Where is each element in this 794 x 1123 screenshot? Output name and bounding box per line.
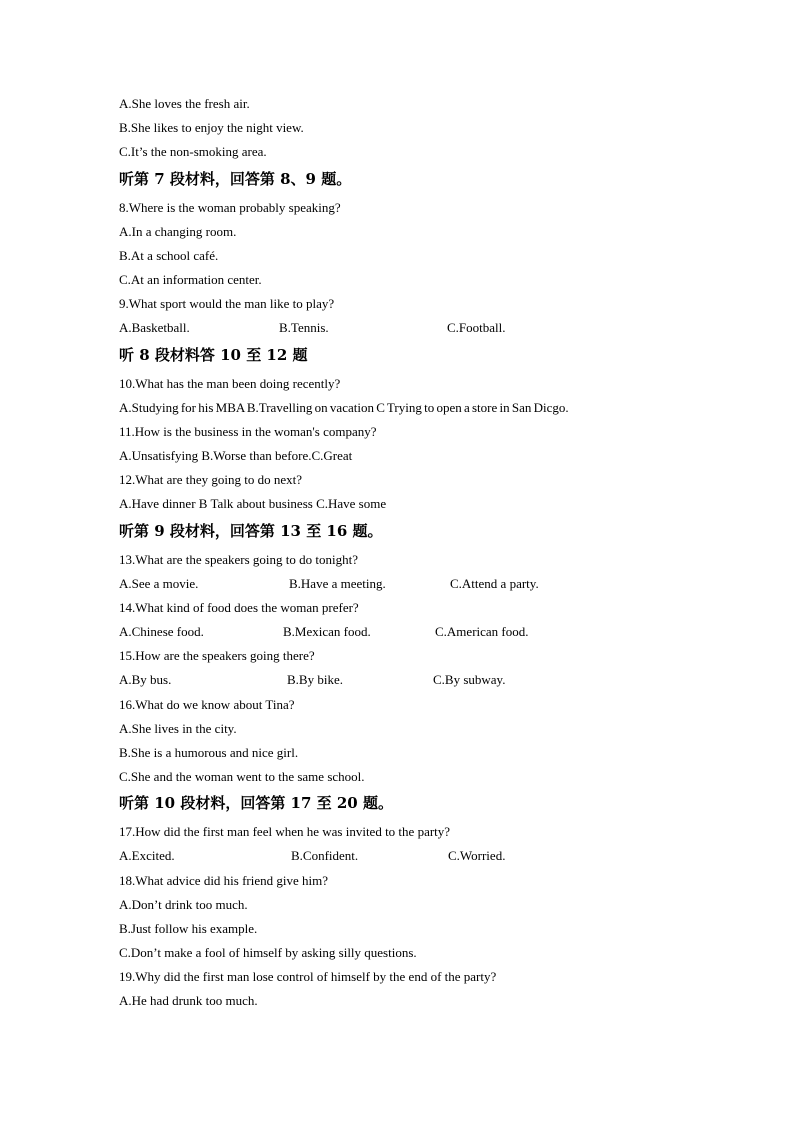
- option-text: B.At a school café.: [119, 248, 219, 263]
- option-c: C.Attend a party.: [450, 576, 539, 591]
- option-text: C.It’s the non-smoking area.: [119, 144, 267, 159]
- options-row: [119, 848, 679, 864]
- option-a: A.By bus.: [119, 672, 172, 687]
- question-text: 12.What are they going to do next?: [119, 472, 303, 487]
- section-heading: 听 8 段材料答 10 至 12 题: [119, 346, 308, 364]
- question-text: 11.How is the business in the woman's company?: [119, 424, 377, 439]
- option-c: C.American food.: [435, 624, 529, 639]
- option-b: B.By bike.: [287, 672, 343, 687]
- option-c: C.Football.: [447, 320, 506, 335]
- section-heading: 听第 7 段材料，回答第 8、9 题。: [119, 170, 352, 188]
- option-b: B.Confident.: [291, 848, 359, 863]
- options-row: A.Have dinner B Talk about business C.Have some: [119, 496, 387, 511]
- options-row: [119, 624, 679, 640]
- question-text: 13.What are the speakers going to do tonight?: [119, 552, 358, 567]
- option-text: A.She lives in the city.: [119, 721, 237, 736]
- option-c: C.Worried.: [448, 848, 506, 863]
- option-text: A.She loves the fresh air.: [119, 96, 250, 111]
- option-text: C.At an information center.: [119, 272, 262, 287]
- question-text: 17.How did the first man feel when he was invited to the party?: [119, 824, 451, 839]
- question-text: 19.Why did the first man lose control of himself by the end of the party?: [119, 969, 497, 984]
- option-text: A.He had drunk too much.: [119, 993, 258, 1008]
- option-text: C.Don’t make a fool of himself by asking silly questions.: [119, 945, 417, 960]
- section-heading: 听第 9 段材料，回答第 13 至 16 题。: [119, 522, 383, 540]
- question-text: 14.What kind of food does the woman prefer?: [119, 600, 359, 615]
- question-text: 8.Where is the woman probably speaking?: [119, 200, 341, 215]
- option-text: A.Don’t drink too much.: [119, 897, 248, 912]
- option-a: A.See a movie.: [119, 576, 199, 591]
- question-text: 10.What has the man been doing recently?: [119, 376, 341, 391]
- question-text: 15.How are the speakers going there?: [119, 648, 315, 663]
- option-text: B.She likes to enjoy the night view.: [119, 120, 304, 135]
- options-row: [119, 672, 679, 688]
- options-row: [119, 576, 679, 592]
- option-a: A.Basketball.: [119, 320, 190, 335]
- option-b: B.Have a meeting.: [289, 576, 386, 591]
- option-a: A.Chinese food.: [119, 624, 204, 639]
- options-row: A.Studying for his MBA B.Travelling on vacation C Trying to open a store in San Dicgo.: [119, 400, 569, 415]
- option-text: B.She is a humorous and nice girl.: [119, 745, 299, 760]
- option-b: B.Tennis.: [279, 320, 329, 335]
- option-b: B.Mexican food.: [283, 624, 371, 639]
- question-text: 9.What sport would the man like to play?: [119, 296, 335, 311]
- option-text: A.In a changing room.: [119, 224, 237, 239]
- option-text: B.Just follow his example.: [119, 921, 258, 936]
- question-text: 16.What do we know about Tina?: [119, 697, 295, 712]
- option-c: C.By subway.: [433, 672, 506, 687]
- question-text: 18.What advice did his friend give him?: [119, 873, 329, 888]
- options-row: A.Unsatisfying B.Worse than before.C.Great: [119, 448, 353, 463]
- option-text: C.She and the woman went to the same school.: [119, 769, 365, 784]
- option-a: A.Excited.: [119, 848, 175, 863]
- section-heading: 听第 10 段材料，回答第 17 至 20 题。: [119, 794, 393, 812]
- options-row: [119, 320, 679, 336]
